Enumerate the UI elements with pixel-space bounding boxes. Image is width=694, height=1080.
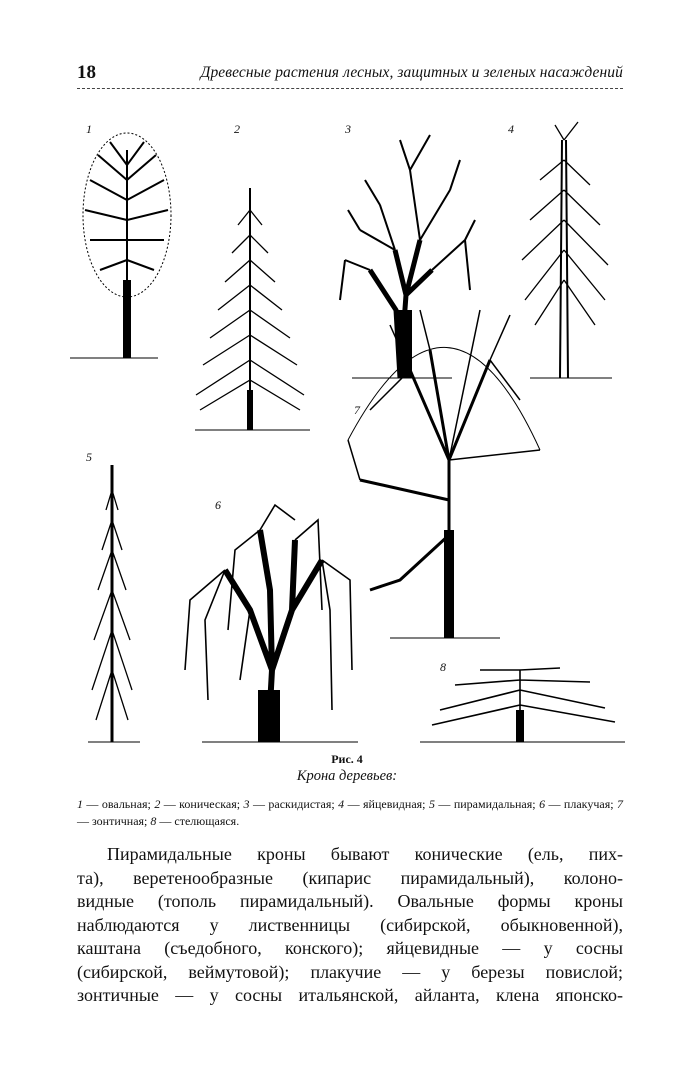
figure-tree-crowns [60,110,640,750]
page-number: 18 [77,62,96,83]
paragraph-line: та), веретенообразные (кипарис пирамидальный), колоно- [77,867,623,888]
ovoid-crown-tree-icon [522,122,612,378]
legend-text: — стелющаяся. [156,814,240,828]
legend-text: — овальная; [83,797,155,811]
tree-number-4: 4 [508,122,514,136]
figure-label: Рис. 4 [331,752,363,766]
paragraph-line: каштана (съедобного, конского); яйцевидные — у сосны [77,938,623,958]
paragraph-line: Пирамидальные кроны бывают конические (ель, пих- [107,844,623,864]
legend-num: 6 [539,797,546,811]
legend-text: — зонтичная; [77,814,151,828]
spreading-crown-tree-icon [340,135,475,378]
figure-title: Крона деревьев: [296,768,398,784]
legend-text: — пирамидальная; [434,797,540,811]
legend-text: — яйцевидная; [344,797,429,811]
pyramidal-crown-tree-icon [88,465,140,742]
tree-number-1: 1 [86,122,92,136]
oval-crown-tree-icon [70,133,171,358]
tree-illustrations [60,110,640,750]
page-header [77,62,623,88]
legend-text: — раскидистая; [249,797,339,811]
figure-legend [77,796,623,830]
legend-num: 5 [428,797,435,811]
paragraph-line: зонтичные — у сосны итальянской, айланта, клена японско- [77,985,623,1005]
legend-num: 2 [154,797,161,811]
tree-number-7: 7 [354,403,360,417]
tree-number-2: 2 [234,122,240,136]
header-rule [77,88,623,89]
body-paragraph [77,843,623,1008]
legend-num: 1 [77,797,83,811]
weeping-crown-tree-icon [185,505,358,742]
legend-num: 3 [243,797,250,811]
tree-number-6: 6 [215,498,221,512]
tree-number-5: 5 [86,450,92,464]
conical-crown-tree-icon [195,188,310,430]
paragraph-line: наблюдаются у лиственницы (сибирской, обыкновенной), [77,914,623,935]
creeping-crown-tree-icon [420,668,625,742]
tree-number-8: 8 [440,660,446,674]
tree-number-3: 3 [345,122,351,136]
legend-text: — плакучая; [545,797,617,811]
legend-num: 7 [616,797,623,811]
umbrella-crown-tree-icon [348,310,540,638]
legend-num: 8 [150,814,157,828]
legend-text: — коническая; [160,797,244,811]
paragraph-line: (сибирской, веймутовой); плакучие — у березы повислой; [77,961,623,982]
legend-num: 4 [338,797,345,811]
paragraph-line: видные (тополь пирамидальный). Овальные формы кроны [77,891,623,911]
running-title: Древесные растения лесных, защитных и зеленых насаждений [200,64,623,81]
